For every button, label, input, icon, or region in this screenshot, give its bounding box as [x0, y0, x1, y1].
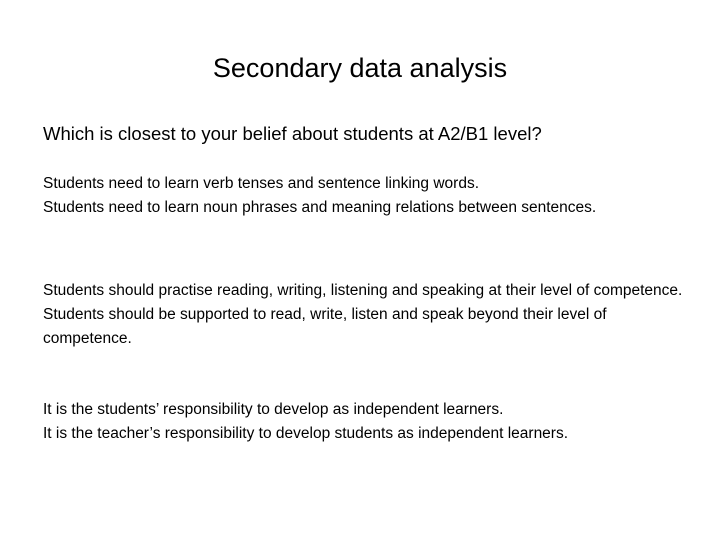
question-text: Which is closest to your belief about students at A2/B1 level? — [43, 123, 542, 144]
statement: Students need to learn verb tenses and sentence linking words. — [43, 175, 479, 192]
statement: Students should practise reading, writing, listening and speaking at their level of competence. — [43, 282, 683, 299]
statement-group-2 — [43, 279, 693, 351]
statement: Students need to learn noun phrases and meaning relations between sentences. — [43, 199, 597, 216]
statement-group-3 — [43, 398, 693, 446]
statement-group-1 — [43, 172, 693, 220]
statement: It is the teacher’s responsibility to develop students as independent learners. — [43, 425, 569, 442]
statement: Students should be supported to read, write, listen and speak beyond their level of competence. — [43, 306, 607, 347]
statement: It is the students’ responsibility to develop as independent learners. — [43, 401, 504, 418]
slide-title: Secondary data analysis — [212, 53, 508, 83]
